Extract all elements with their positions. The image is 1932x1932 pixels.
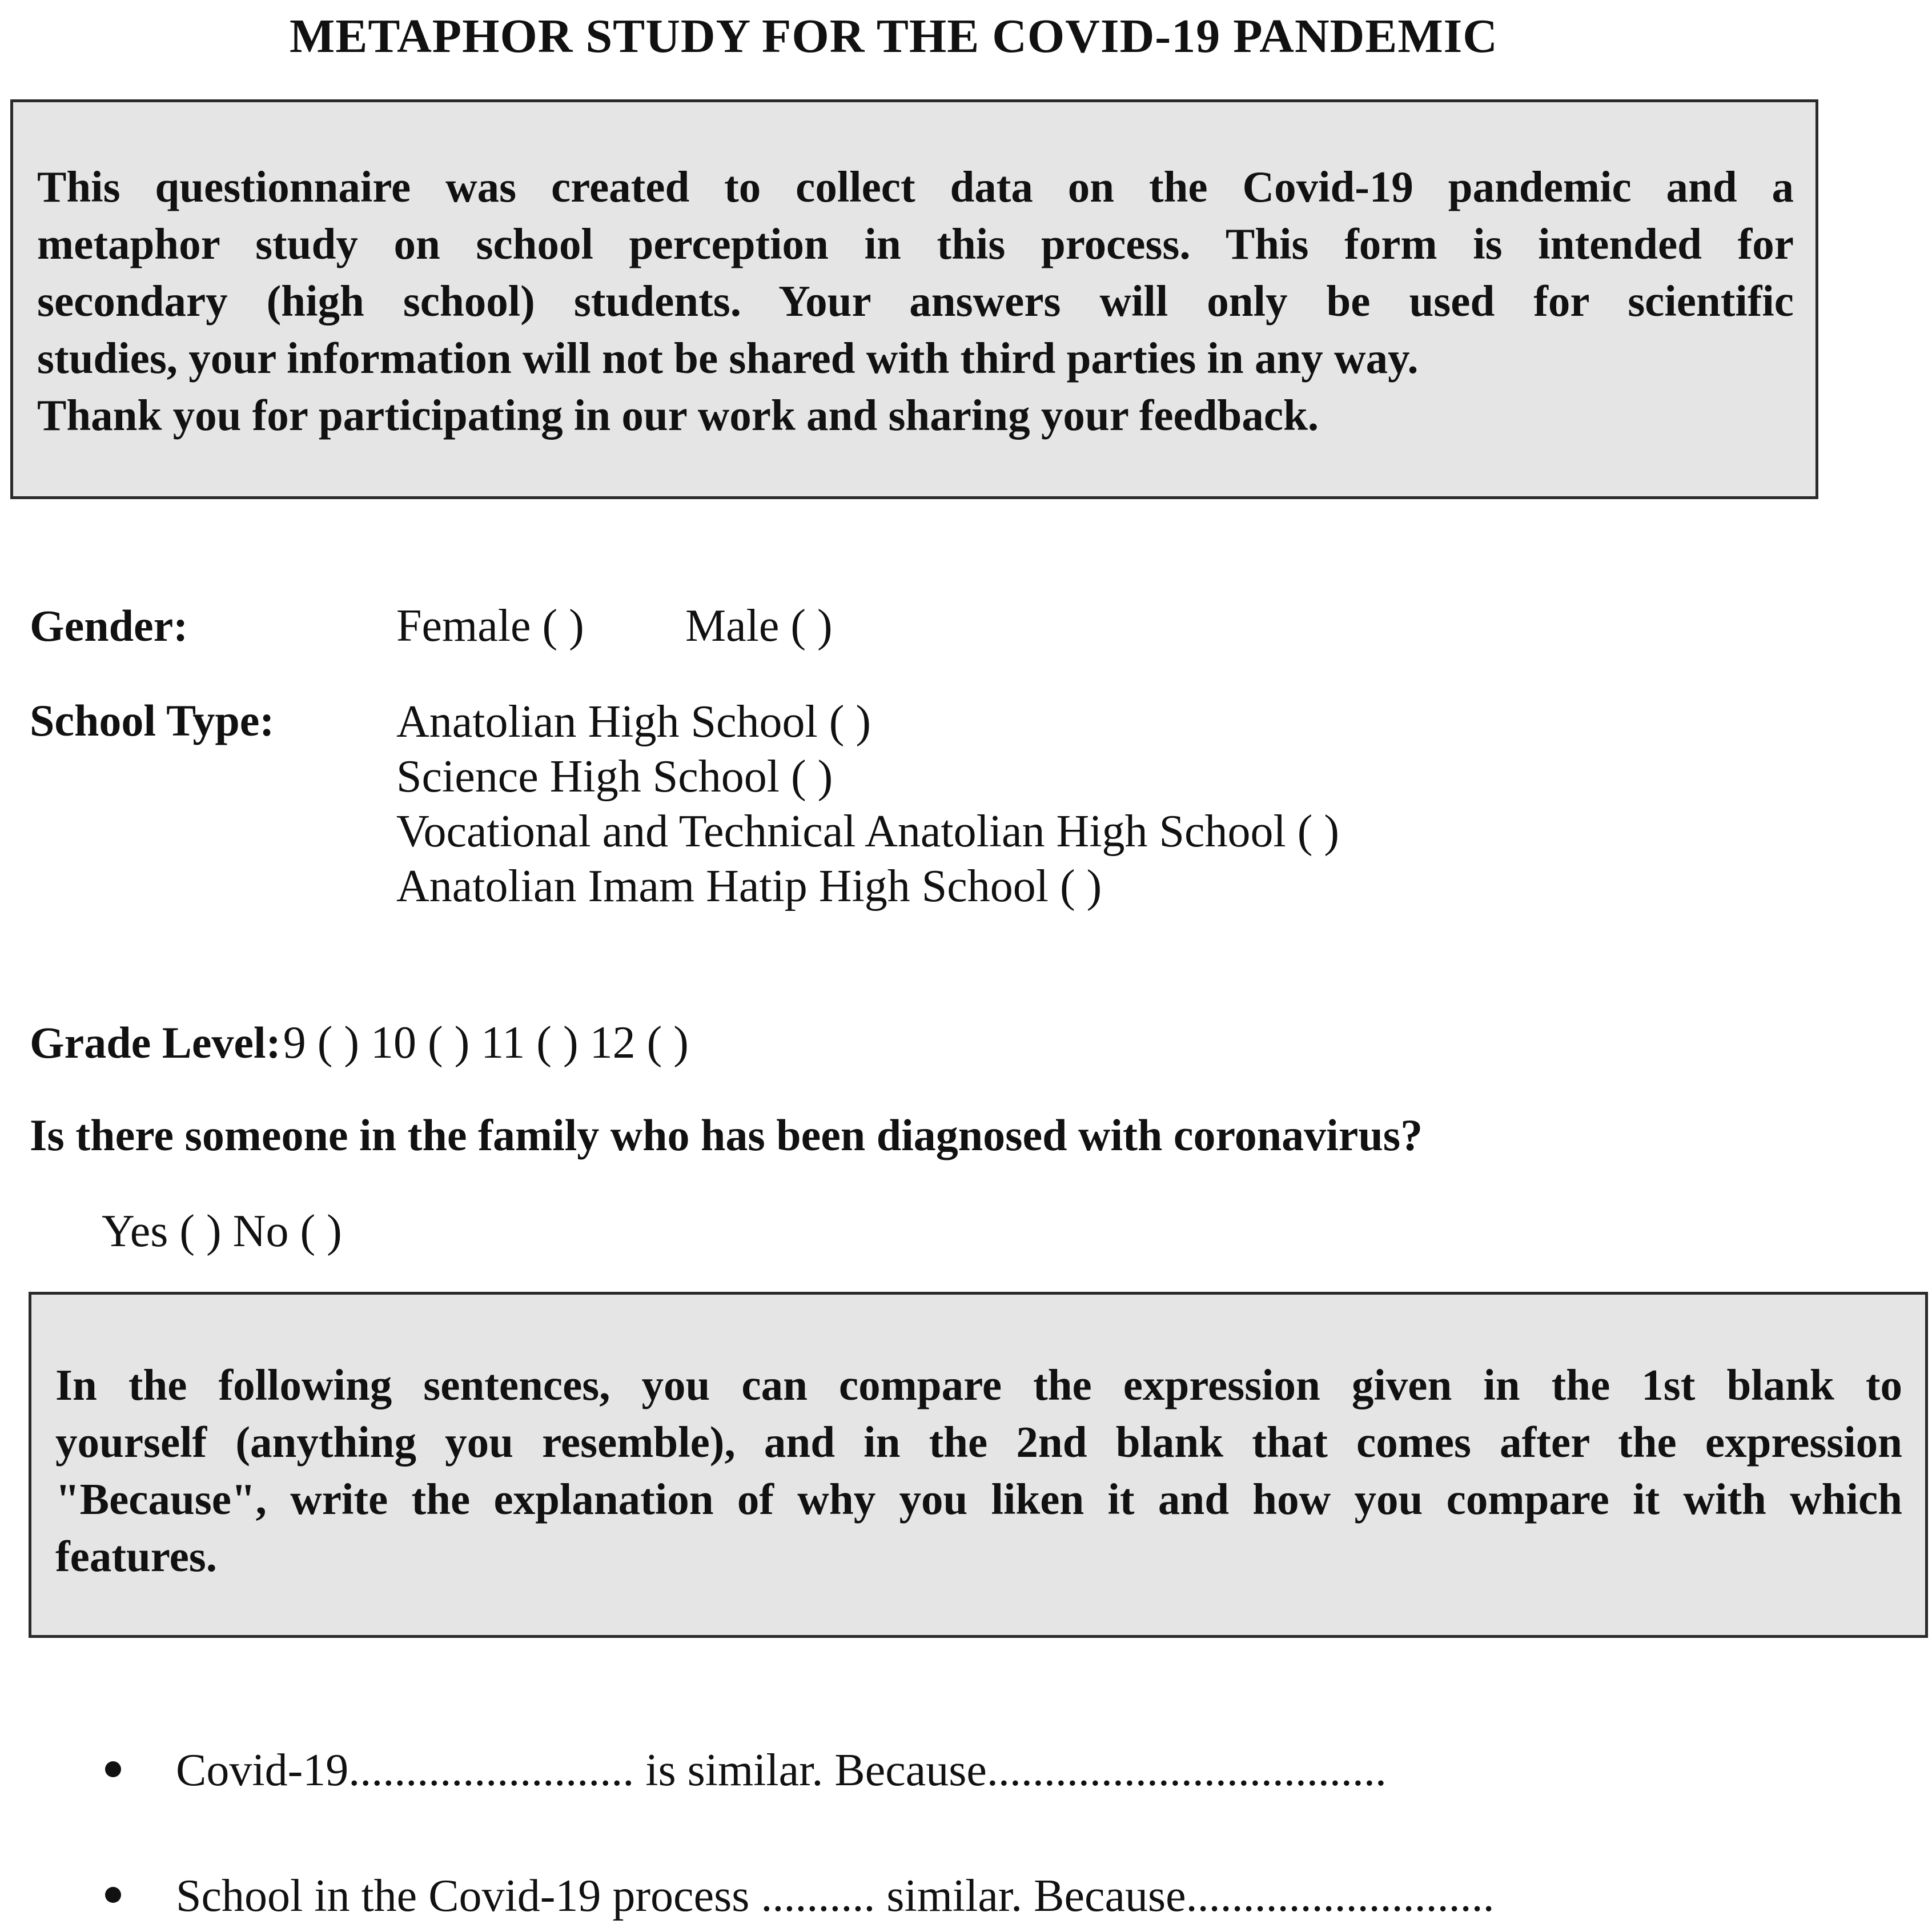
grade-level-label: Grade Level: xyxy=(30,1018,281,1067)
instructions-text xyxy=(55,1356,1902,1585)
intro-box xyxy=(10,99,1818,499)
instructions-line: In the following sentences, you can compare the expression given in the 1st blank to xyxy=(55,1360,1902,1409)
gender-label: Gender: xyxy=(30,601,188,650)
intro-line: This questionnaire was created to collect data on the Covid-19 pandemic and a xyxy=(37,162,1794,211)
grade-level-row xyxy=(30,1014,689,1071)
metaphor-item-covid[interactable]: Covid-19......................... is similar. Because................................... xyxy=(176,1745,1387,1796)
school-type-options xyxy=(396,694,1339,914)
intro-thanks: Thank you for participating in our work and sharing your feedback. xyxy=(37,391,1319,440)
intro-text xyxy=(37,158,1794,444)
bullet-icon xyxy=(105,1761,121,1777)
intro-line: metaphor study on school perception in this process. This form is intended for xyxy=(37,219,1794,268)
grade-level-options[interactable]: 9 ( ) 10 ( ) 11 ( ) 12 ( ) xyxy=(283,1018,689,1068)
intro-line: studies, your information will not be shared with third parties in any way. xyxy=(37,334,1419,383)
instructions-line: "Because", write the explanation of why you liken it and how you compare it with which xyxy=(55,1475,1902,1524)
instructions-line: features. xyxy=(55,1532,217,1581)
intro-line: secondary (high school) students. Your answers will only be used for scientific xyxy=(37,276,1794,326)
gender-option-female[interactable]: Female ( ) xyxy=(396,601,584,651)
instructions-line: yourself (anything you resemble), and in the 2nd blank that comes after the expression xyxy=(55,1417,1902,1467)
page-title: METAPHOR STUDY FOR THE COVID-19 PANDEMIC xyxy=(290,10,1498,63)
school-option-vocational[interactable]: Vocational and Technical Anatolian High School ( ) xyxy=(396,806,1340,857)
school-option-anatolian[interactable]: Anatolian High School ( ) xyxy=(396,697,871,747)
instructions-box xyxy=(29,1292,1928,1638)
bullet-icon xyxy=(105,1887,121,1903)
family-question: Is there someone in the family who has been diagnosed with coronavirus? xyxy=(30,1110,1423,1160)
school-option-science[interactable]: Science High School ( ) xyxy=(396,752,833,802)
family-answer-options[interactable]: Yes ( ) No ( ) xyxy=(102,1206,342,1256)
school-option-imam-hatip[interactable]: Anatolian Imam Hatip High School ( ) xyxy=(396,861,1102,911)
school-type-label: School Type: xyxy=(30,696,275,745)
gender-option-male[interactable]: Male ( ) xyxy=(685,601,833,651)
metaphor-item-school[interactable]: School in the Covid-19 process .......... similar. Because........................... xyxy=(176,1871,1495,1921)
